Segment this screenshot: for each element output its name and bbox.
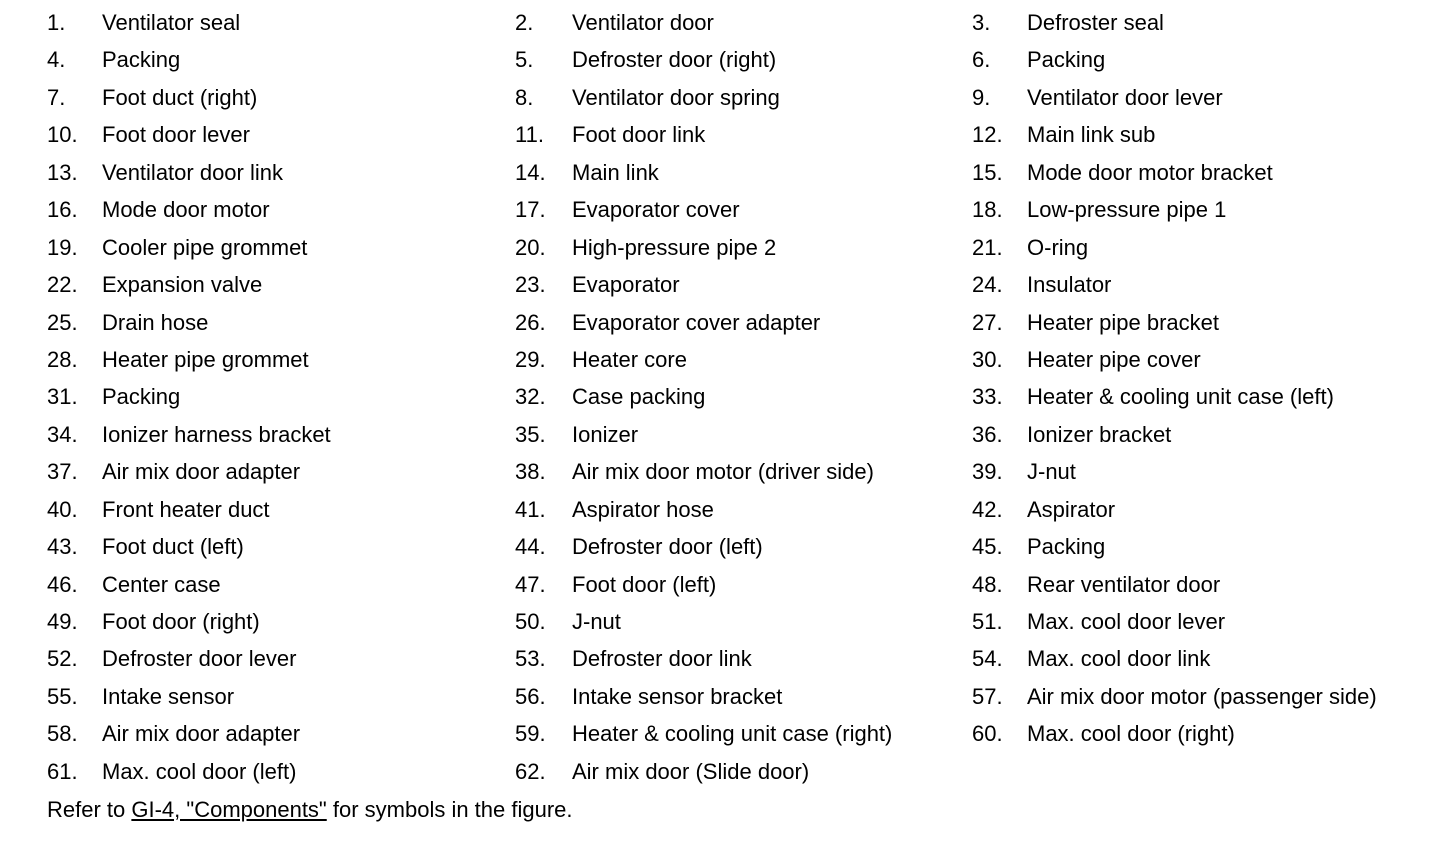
part-number: 12. (972, 122, 1003, 148)
part-name: Ventilator door spring (572, 84, 780, 110)
part-number: 13. (47, 159, 78, 185)
parts-row (0, 304, 1440, 341)
part-name: Ventilator door link (102, 159, 283, 185)
parts-row (0, 4, 1440, 41)
parts-list (0, 4, 1440, 790)
part-name: Ventilator seal (102, 10, 241, 35)
part-name: Intake sensor (102, 683, 235, 709)
part-name: Defroster door (right) (572, 47, 777, 73)
part-name: Aspirator hose (572, 496, 714, 522)
part-number: 25. (47, 309, 78, 335)
part-number: 54. (972, 646, 1003, 672)
part-name: J-nut (1027, 459, 1076, 485)
part-name: Main link sub (1027, 122, 1156, 148)
parts-row (0, 640, 1440, 677)
components-reference-link[interactable]: GI-4, "Components" (131, 797, 327, 822)
parts-row (0, 41, 1440, 78)
part-number: 5. (515, 47, 534, 73)
part-number: 47. (515, 571, 546, 597)
part-name: Air mix door motor (driver side) (572, 459, 874, 485)
part-number: 1. (47, 10, 66, 35)
part-number: 57. (972, 683, 1003, 709)
part-name: Heater pipe cover (1027, 346, 1201, 372)
part-number: 62. (515, 758, 546, 784)
part-name: Defroster door link (572, 646, 752, 672)
part-number: 61. (47, 758, 78, 784)
parts-row (0, 341, 1440, 378)
part-name: Evaporator cover (572, 197, 740, 223)
part-number: 44. (515, 534, 546, 560)
part-number: 28. (47, 346, 78, 372)
parts-row (0, 416, 1440, 453)
part-name: Air mix door (Slide door) (572, 758, 810, 784)
part-number: 48. (972, 571, 1003, 597)
parts-row (0, 491, 1440, 528)
part-number: 22. (47, 272, 78, 298)
part-name: Cooler pipe grommet (102, 234, 308, 260)
part-name: Packing (1027, 534, 1106, 560)
part-number: 21. (972, 234, 1003, 260)
part-name: Defroster door (left) (572, 534, 763, 560)
parts-row (0, 154, 1440, 191)
part-number: 59. (515, 721, 546, 747)
part-name: Foot door (left) (572, 571, 717, 597)
parts-row (0, 191, 1440, 228)
part-name: Foot door lever (102, 122, 250, 148)
part-name: Heater core (572, 346, 687, 372)
part-number: 45. (972, 534, 1003, 560)
part-name: Foot duct (right) (102, 84, 258, 110)
part-number: 41. (515, 496, 546, 522)
part-number: 16. (47, 197, 78, 223)
part-number: 2. (515, 10, 534, 35)
part-name: Ionizer harness bracket (102, 421, 331, 447)
part-name: Evaporator cover adapter (572, 309, 821, 335)
part-number: 3. (972, 10, 991, 35)
part-number: 46. (47, 571, 78, 597)
part-name: Insulator (1027, 272, 1112, 298)
part-name: J-nut (572, 609, 621, 634)
part-name: Packing (1027, 47, 1106, 73)
part-number: 4. (47, 47, 66, 73)
part-name: Foot door link (572, 122, 706, 148)
part-name: Evaporator (572, 272, 680, 298)
parts-row (0, 378, 1440, 415)
part-number: 18. (972, 197, 1003, 223)
part-number: 40. (47, 496, 78, 522)
part-name: Defroster seal (1027, 10, 1164, 35)
part-name: Heater pipe bracket (1027, 309, 1219, 335)
part-name: Intake sensor bracket (572, 683, 783, 709)
part-number: 43. (47, 534, 78, 560)
part-name: O-ring (1027, 234, 1089, 260)
part-name: Ionizer (572, 421, 639, 447)
part-number: 39. (972, 459, 1003, 485)
part-number: 60. (972, 721, 1003, 747)
part-number: 31. (47, 384, 78, 410)
part-number: 27. (972, 309, 1003, 335)
part-number: 14. (515, 159, 546, 185)
part-number: 23. (515, 272, 546, 298)
part-number: 7. (47, 84, 66, 110)
part-name: High-pressure pipe 2 (572, 234, 777, 260)
part-name: Heater & cooling unit case (right) (572, 721, 893, 747)
part-number: 34. (47, 421, 78, 447)
part-name: Main link (572, 159, 659, 185)
part-name: Defroster door lever (102, 646, 297, 672)
part-name: Expansion valve (102, 272, 263, 298)
part-number: 9. (972, 84, 991, 110)
part-number: 56. (515, 683, 546, 709)
part-number: 30. (972, 346, 1003, 372)
part-number: 42. (972, 496, 1003, 522)
part-name: Low-pressure pipe 1 (1027, 197, 1227, 223)
part-name: Ventilator door lever (1027, 84, 1223, 110)
part-name: Foot duct (left) (102, 534, 244, 560)
footer-note (47, 795, 573, 825)
parts-row (0, 116, 1440, 153)
parts-row (0, 603, 1440, 640)
parts-row (0, 715, 1440, 752)
part-number: 19. (47, 234, 78, 260)
parts-row (0, 79, 1440, 116)
part-number: 11. (515, 122, 544, 148)
part-name: Max. cool door link (1027, 646, 1211, 672)
part-name: Max. cool door lever (1027, 609, 1226, 634)
part-name: Heater pipe grommet (102, 346, 309, 372)
part-name: Air mix door adapter (102, 721, 301, 747)
part-number: 8. (515, 84, 534, 110)
part-name: Air mix door adapter (102, 459, 301, 485)
part-number: 38. (515, 459, 546, 485)
part-number: 24. (972, 272, 1003, 298)
parts-row (0, 229, 1440, 266)
part-name: Front heater duct (102, 496, 270, 522)
part-number: 10. (47, 122, 78, 148)
part-number: 58. (47, 721, 78, 747)
part-name: Packing (102, 384, 181, 410)
part-name: Packing (102, 47, 181, 73)
parts-row (0, 453, 1440, 490)
part-number: 6. (972, 47, 991, 73)
part-number: 51. (972, 609, 1003, 634)
part-name: Heater & cooling unit case (left) (1027, 384, 1334, 410)
part-name: Ventilator door (572, 10, 714, 35)
parts-row (0, 266, 1440, 303)
parts-row (0, 753, 1440, 790)
part-name: Aspirator (1027, 496, 1116, 522)
footer-prefix: Refer to (47, 797, 132, 822)
part-number: 29. (515, 346, 546, 372)
part-name: Max. cool door (right) (1027, 721, 1235, 747)
part-name: Rear ventilator door (1027, 571, 1221, 597)
part-number: 55. (47, 683, 78, 709)
part-name: Mode door motor (102, 197, 270, 223)
part-number: 20. (515, 234, 546, 260)
part-name: Air mix door motor (passenger side) (1027, 683, 1377, 709)
part-number: 26. (515, 309, 546, 335)
part-name: Max. cool door (left) (102, 758, 297, 784)
part-number: 35. (515, 421, 546, 447)
part-number: 53. (515, 646, 546, 672)
part-number: 32. (515, 384, 546, 410)
part-number: 15. (972, 159, 1003, 185)
parts-row (0, 678, 1440, 715)
part-number: 33. (972, 384, 1003, 410)
part-number: 50. (515, 609, 546, 634)
part-name: Foot door (right) (102, 609, 260, 634)
part-number: 17. (515, 197, 546, 223)
part-name: Ionizer bracket (1027, 421, 1172, 447)
parts-row (0, 566, 1440, 603)
part-name: Mode door motor bracket (1027, 159, 1273, 185)
footer-suffix: for symbols in the figure. (326, 797, 573, 822)
parts-row (0, 528, 1440, 565)
part-number: 49. (47, 609, 78, 634)
part-name: Case packing (572, 384, 706, 410)
part-number: 36. (972, 421, 1003, 447)
part-name: Center case (102, 571, 221, 597)
part-name: Drain hose (102, 309, 209, 335)
part-number: 52. (47, 646, 78, 672)
part-number: 37. (47, 459, 78, 485)
